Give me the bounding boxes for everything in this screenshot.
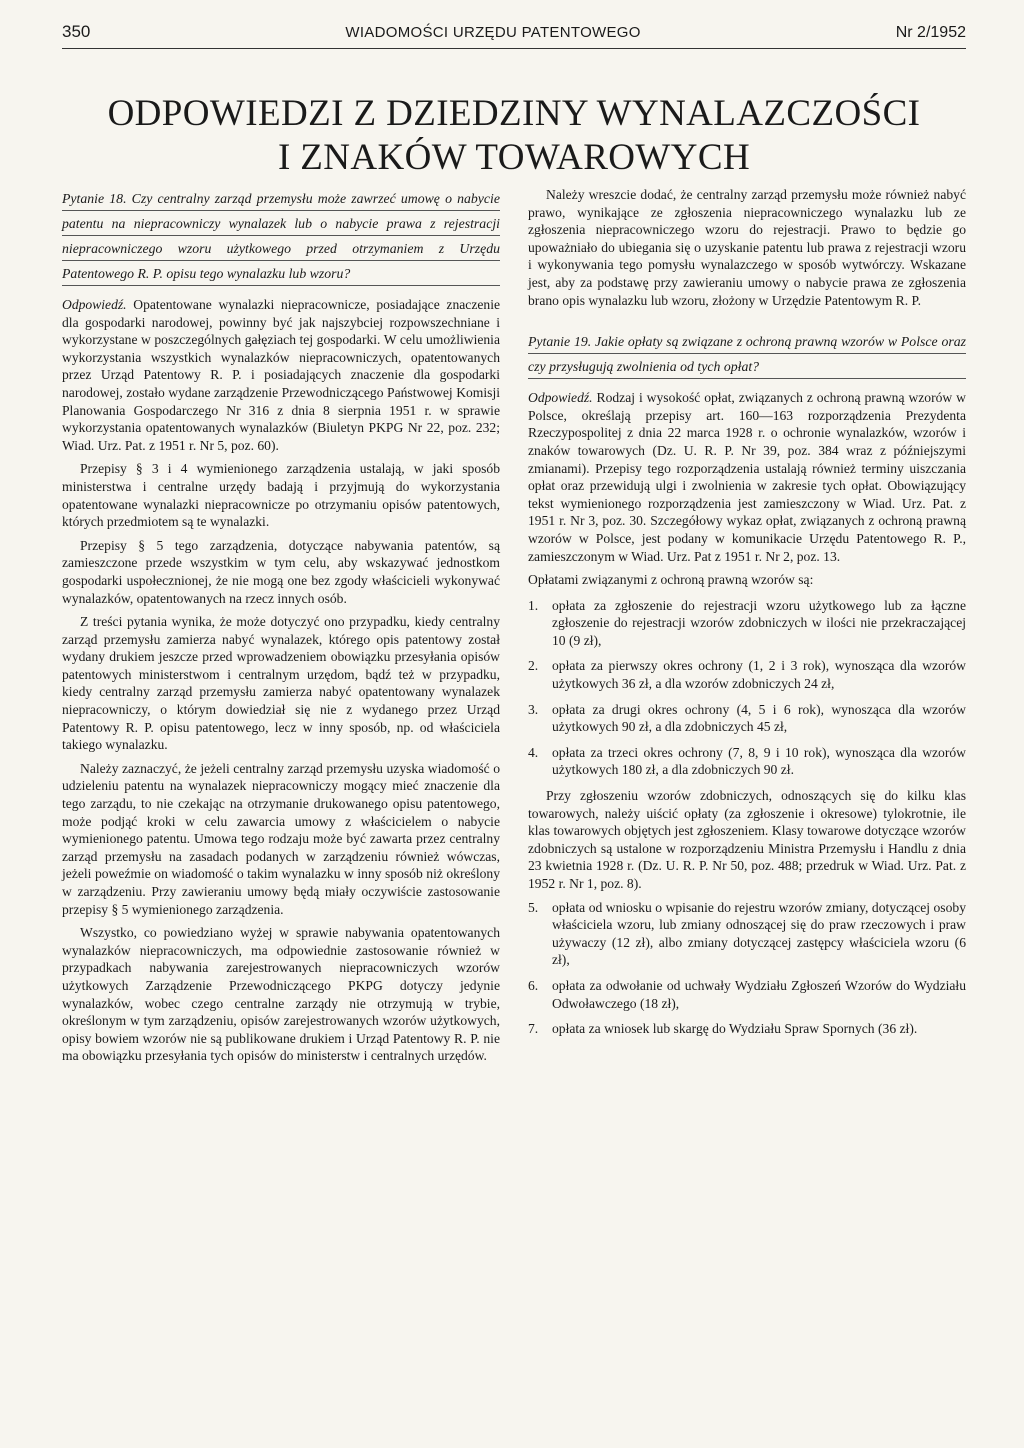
title-line-2: I ZNAKÓW TOWAROWYCH — [277, 137, 751, 178]
journal-title: WIADOMOŚCI URZĘDU PATENTOWEGO — [345, 24, 641, 41]
list-item — [528, 597, 966, 650]
fees-note: Przy zgłoszeniu wzorów zdobniczych, odnoszących się do kilku klas towarowych, należy uiścić opłaty (za zgłoszenie i okresowe) tylokrotnie, ile klas towarowych objętych jest zgłoszeniem. Klasy towarowe dotyczące wzorów zdobniczych są ustalone w rozporządzeniu Ministra Przemysłu i Handlu z dnia 23 kwietnia 1928 r. (Dz. U. R. P. Nr 50, poz. 488; przedruk w Wiad. Urz. Pat. z 1952 r. Nr 1, poz. 8). — [528, 788, 966, 891]
list-item-number: 2. — [528, 658, 539, 674]
answer-19-paragraph-1 — [528, 389, 966, 565]
list-item-number: 3. — [528, 701, 539, 717]
question-19 — [528, 329, 966, 381]
answer-19-text-1: Rodzaj i wysokość opłat, związanych z ochroną prawną wzorów w Polsce, określają przepisy art. 160—163 rozporządzenia Prezydenta Rzeczypospolitej z dnia 22 marca 1928 r. o ochronie wynalazków, wzorów i znaków towarowych (Dz. U. R. P. Nr 39, poz. 384 wraz z późniejszymi zmianami). Przepisy tego rozporządzenia ustalają również terminy uiszczania opłat oraz przewidują ulgi i zwolnienia w zakresie tych opłat. Obowiązujący tekst wymienionego rozporządzenia jest zamieszczony w Wiad. Urz. Pat. z 1951 r. Nr 3, poz. 30. Szczegółowy wykaz opłat, związanych z ochroną prawną wzorów w Polsce, jest podany w komunikacie Urzędu Patentowego R. P., zamieszczonym w Wiad. Urz. Pat z 1951 r. Nr 2, poz. 13. — [528, 390, 966, 564]
list-item-text: opłata od wniosku o wpisanie do rejestru wzorów zmiany, dotyczącej osoby właściciela wzoru, lub zmiany odnoszącej się do praw rzeczowych i praw używaczy (12 zł), albo zmiany dotyczącej zastępcy właściciela wzoru (6 zł), — [552, 899, 966, 968]
spacer — [528, 315, 966, 329]
list-item — [528, 701, 966, 736]
question-19-label: Pytanie 19. — [528, 334, 592, 350]
answer-18-paragraph-2: Przepisy § 3 i 4 wymienionego zarządzenia ustalają, w jaki sposób ministerstwa i centralne urzędy badają i przyjmują do wykorzystania opatentowane wynalazki niepracownicze po otrzymaniu opisów patentowych, których przedmiotem są te wynalazki. — [62, 461, 500, 530]
left-column — [62, 186, 500, 1430]
question-18-label: Pytanie 18. — [62, 191, 127, 206]
issue-number: Nr 2/1952 — [895, 24, 966, 41]
list-item — [528, 744, 966, 779]
running-head — [62, 22, 966, 49]
list-item — [528, 1020, 966, 1038]
answer-18-paragraph-6: Wszystko, co powiedziano wyżej w sprawie nabywania opatentowanych wynalazków niepracowniczych, ma odpowiednie zastosowanie również w przypadkach nabywania zarejestrowanych niepracowniczych wzorów użytkowych Zarządzenie Przewodniczącego PKPG dotyczy jedynie wynalazków, wobec czego centralne zarządy nie otrzymują w trybie, określonym w tym zarządzeniu, opisów zarejestrowanych wzorów użytkowych, opisy bowiem wzorów nie są publikowane drukiem i Urząd Patentowy R. P. nie ma obowiązku przesyłania tych opisów do ministerstw i centralnych urzędów. — [62, 925, 500, 1064]
list-item — [528, 657, 966, 692]
answer-18-text-1: Opatentowane wynalazki niepracownicze, posiadające znaczenie dla gospodarki narodowej, powinny być jak najszybciej rozpowszechniane i wykorzystane w poszczególnych gałęziach tej gospodarki. W celu umożliwienia wykorzystania wszystkich wynalazków niepracowniczych, opatentowanych przez Urząd Patentowy R. P. i posiadających znaczenie dla gospodarki narodowej, zostało wydane zarządzenie Przewodniczącego Państwowej Komisji Planowania Gospodarczego Nr 316 z dnia 8 sierpnia 1951 r. w sprawie wykorzystania opatentowanych wynalazków (Biuletyn PKPG Nr 22, poz. 232; Wiad. Urz. Pat. z 1951 r. Nr 5, poz. 60). — [62, 297, 501, 453]
page-number: 350 — [62, 22, 91, 41]
list-item-number: 6. — [528, 977, 539, 993]
question-18 — [62, 186, 500, 288]
fees-list-2 — [528, 899, 966, 1038]
answer-18-label: Odpowiedź. — [62, 297, 127, 312]
right-column — [528, 186, 966, 1430]
fees-intro: Opłatami związanymi z ochroną prawną wzorów są: — [528, 572, 814, 588]
list-item-text: opłata za drugi okres ochrony (4, 5 i 6 rok), wynosząca dla wzorów użytkowych 90 zł, a dla zdobniczych 45 zł, — [552, 701, 966, 735]
title-line-1: ODPOWIEDZI Z DZIEDZINY WYNALAZCZOŚCI — [107, 93, 921, 134]
list-item-text: opłata za zgłoszenie do rejestracji wzoru użytkowego lub za łączne zgłoszenie do rejestracji wzorów zdobniczych w ilości nie przekraczającej 10 (9 zł), — [552, 597, 966, 648]
question-19-text: Jakie opłaty są związane z ochroną prawną wzorów w Polsce oraz czy przysługują zwolnienia od tych opłat? — [528, 334, 966, 375]
page-title — [62, 92, 966, 180]
answer-18-paragraph-4: Z treści pytania wynika, że może dotyczyć ono przypadku, kiedy centralny zarząd przemysłu zamierza nabyć wynalazek, którego opis patentowy został wydany drukiem jeszcze przed wprowadzeniem obowiązku przesyłania opisów patentowych ministerstwom i centralnym urzędom, bądź też w przypadku, kiedy centralny zarząd przemysłu zamierza nabyć opatentowany wynalazek niepracowniczy, o którym dowiedział się nie z wydanego przez Urząd Patentowy R. P. opisu patentowego, lecz w inny sposób, np. od właściciela takiego wynalazku. — [62, 614, 500, 753]
list-item-text: opłata za odwołanie od uchwały Wydziału Zgłoszeń Wzorów do Wydziału Odwoławczego (18 zł), — [552, 977, 966, 1011]
answer-18-paragraph-5: Należy zaznaczyć, że jeżeli centralny zarząd przemysłu uzyska wiadomość o udzieleniu patentu na wynalazek niepracowniczy mogący mieć znaczenie dla tego zarządu, to nie czekając na otrzymanie drukowanego opisu patentowego, może podjąć kroki w celu zawarcia umowy z właścicielem o nabycie wymienionego patentu. Umowa tego rodzaju może być zawarta przez centralny zarząd przemysłu na zasadach podanych w zarządzeniu również wówczas, jeżeli poweźmie on wiadomość o takim wynalazku w inny sposób niż określony w zarządzeniu. Przy zawieraniu umowy będą miały oczywiście zastosowanie przepisy § 5 wymienionego zarządzenia. — [62, 760, 500, 917]
list-item — [528, 977, 966, 1012]
answer-18-paragraph-7: Należy wreszcie dodać, że centralny zarząd przemysłu może również nabyć prawo, wynikające ze zgłoszenia niepracowniczego wynalazku lub ze zgłoszenia niepracowniczego wzoru do rejestracji. Prawo to będzie go upoważniało do ubiegania się o uzyskanie patentu lub prawa z rejestracji wzoru i wykonywania tego pomysłu wynalazczego w sposób wytwórczy. Wskazane jest, aby za podstawę przy zawieraniu umowy o nabycie prawa ze zgłoszenia brano opis wynalazku lub wzoru, złożony w Urzędzie Patentowym R. P. — [528, 187, 966, 308]
text-columns — [62, 186, 966, 1430]
list-item-text: opłata za trzeci okres ochrony (7, 8, 9 i 10 rok), wynosząca dla wzorów użytkowych 180 zł, a dla zdobniczych 90 zł. — [552, 744, 966, 778]
list-item-text: opłata za wniosek lub skargę do Wydziału Spraw Spornych (36 zł). — [552, 1021, 918, 1037]
answer-19-label: Odpowiedź. — [528, 390, 593, 406]
list-item — [528, 899, 966, 969]
list-item-number: 1. — [528, 597, 539, 613]
list-item-number: 5. — [528, 899, 539, 915]
list-item-number: 4. — [528, 744, 539, 760]
fees-list-1 — [528, 597, 966, 779]
list-item-number: 7. — [528, 1021, 539, 1037]
answer-18-paragraph-1 — [62, 296, 500, 454]
answer-18-paragraph-3: Przepisy § 5 tego zarządzenia, dotyczące nabywania patentów, są zamieszczone przede wszystkim w tym celu, aby wskazywać jednostkom gospodarki uspołecznionej, że nie mogą one bez zgody właścicieli wykonywać wynalazków, opatentowanych na rzecz innych osób. — [62, 537, 500, 606]
question-18-text: Czy centralny zarząd przemysłu może zawrzeć umowę o nabycie patentu na niepracowniczy wynalazek lub o nabycie prawa z rejestracji niepracowniczego wzoru użytkowego przed otrzymaniem z Urzędu Patentowego R. P. opisu tego wynalazku lub wzoru? — [62, 191, 500, 281]
list-item-text: opłata za pierwszy okres ochrony (1, 2 i 3 rok), wynosząca dla wzorów użytkowych 36 zł, a dla wzorów zdobniczych 24 zł, — [552, 658, 966, 692]
